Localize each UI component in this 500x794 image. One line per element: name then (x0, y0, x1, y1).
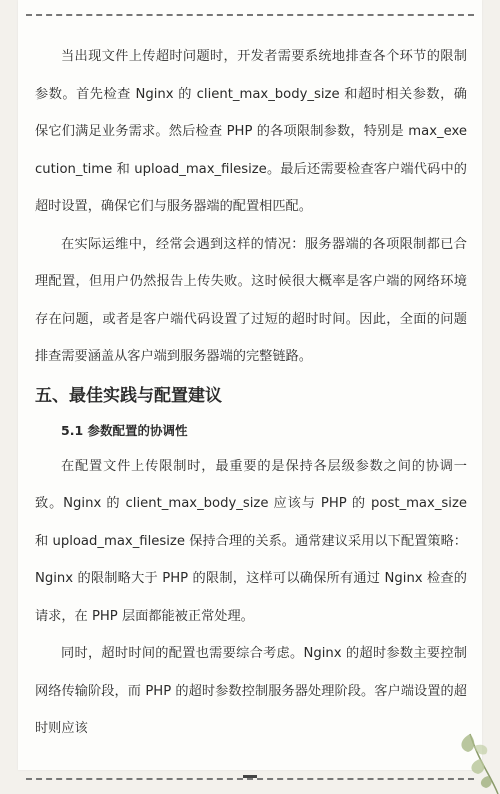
top-dashed-border (26, 14, 474, 16)
subsection-heading: 5.1 参数配置的协调性 (61, 422, 188, 438)
leaf-decoration-icon (440, 694, 500, 794)
section-heading: 五、最佳实践与配置建议 (35, 385, 222, 406)
bottom-dashed-border (26, 778, 474, 780)
paragraph-coordination: 在配置文件上传限制时，最重要的是保持各层级参数之间的协调一致。Nginx 的 client_max_body_size 应该与 PHP 的 post_max_size 和 upload_max_filesize 保持合理的关系。通常建议采用以下配置策略：Nginx 的限制略大于 PHP 的限制，这样可以确保所有通过 Nginx 检查的请求，在 PHP 层面都能被正常处理。 (35, 458, 467, 624)
paragraph-timeout: 同时，超时时间的配置也需要综合考虑。Nginx 的超时参数主要控制网络传输阶段，而 PHP 的超时参数控制服务器处理阶段。客户端设置的超时则应该 (35, 646, 467, 736)
paragraph-troubleshooting: 当出现文件上传超时问题时，开发者需要系统地排查各个环节的限制参数。首先检查 Nginx 的 client_max_body_size 和超时相关参数，确保它们满足业务需求。然后检查 PHP 的各项限制参数，特别是 max_execution_time 和 upload_max_filesize。最后还需要检查客户端代码中的超时设置，确保它们与服务器端的配置相匹配。 (35, 49, 467, 214)
page-marker (243, 775, 257, 778)
paragraph-client-network: 在实际运维中，经常会遇到这样的情况：服务器端的各项限制都已合理配置，但用户仍然报告上传失败。这时候很大概率是客户端的网络环境存在问题，或者是客户端代码设置了过短的超时时间。因此，全面的问题排查需要涵盖从客户端到服务器端的完整链路。 (35, 236, 467, 364)
document-body (35, 38, 467, 748)
